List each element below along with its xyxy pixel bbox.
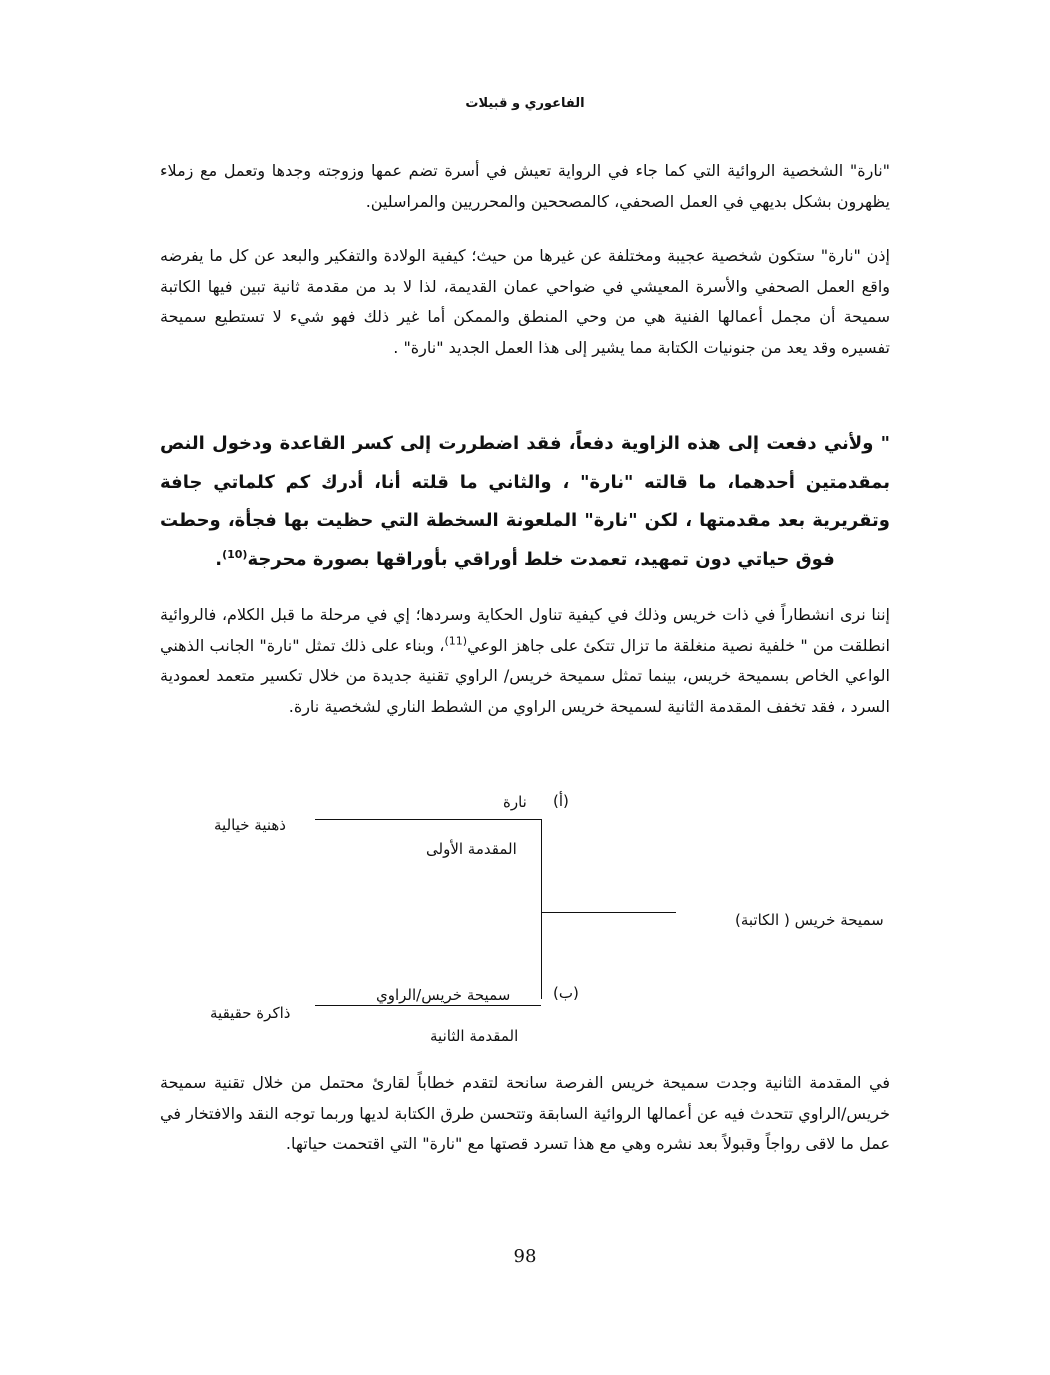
block-quote bbox=[160, 425, 890, 579]
label-first-introduction: المقدمة الأولى bbox=[426, 840, 517, 858]
quote-end: . bbox=[215, 548, 223, 570]
marker-a: (أ) bbox=[553, 792, 569, 810]
label-imaginary-mind: ذهنية خيالية bbox=[214, 816, 286, 834]
paragraph-2: إذن "نارة" ستكون شخصية عجيبة ومختلفة عن غيرها من حيث؛ كيفية الولادة والتفكير والبعد عن كل ما يفرضه واقع العمل الصحفي والأسرة المعيشي في ضواحي عمان القديمة، لذا لا بد من مقدمة ثانية تبين فيها الكاتبة سميحة أن مجمل أعمالها الفنية هي من وحي المنطق والممكن أما غير ذلك فهو شيء لا تستطيع سميحة تفسيره وقد يعد من جنونيات الكتابة مما يشير إلى هذا العمل الجديد "نارة" . bbox=[160, 246, 890, 357]
label-second-introduction: المقدمة الثانية bbox=[430, 1027, 519, 1045]
label-narrator: سميحة خريس/الراوي bbox=[376, 986, 511, 1004]
quote-text: " ولأني دفعت إلى هذه الزاوية دفعاً، فقد اضطررت إلى كسر القاعدة ودخول النص بمقدمتين أحدهما، ما قالته "نارة" ، والثاني ما قلته أنا، أدرك كم كلماتي جافة وتقريرية بعد مقدمتها ، لكن "نارة" الملعونة السخطة التي حظيت بها فجأة، وحطت فوق حياتي دون تمهيد، تعمدت خلط أوراقي بأوراقها بصورة محرجة bbox=[160, 433, 890, 570]
diagram-vertical-connector bbox=[541, 819, 542, 999]
footnote-ref-10: (10) bbox=[222, 547, 248, 561]
diagram-author-connector bbox=[541, 912, 676, 913]
label-author: سميحة خريس ( الكاتبة) bbox=[735, 911, 884, 929]
paragraph-4: في المقدمة الثانية وجدت سميحة خريس الفرصة سانحة لتقدم خطاباً لقارئ محتمل من خلال تقنية سميحة خريس/الراوي تتحدث فيه عن أعمالها الروائية السابقة وتتحسن طرق الكتابة لديها وربما توجه النقد والافتخار في عمل ما لاقى رواجاً وقبولاً بعد نشره وهي مع هذا تسرد قصتها مع "نارة" التي اقتحمت حياتها. bbox=[160, 1073, 890, 1153]
marker-b: (ب) bbox=[553, 984, 579, 1002]
paragraph-3-part-b: ، وبناء على ذلك تمثل "نارة" الجانب الذهني الواعي الخاص بسميحة خريس، بينما تمثل سميحة خريس/ الراوي تقنية جديدة من خلال تكسير متعمد لعمودية السرد ، فقد تخفف المقدمة الثانية لسميحة خريس الراوي من الشطط الناري لشخصية نارة. bbox=[160, 635, 890, 716]
footnote-ref-11: (11) bbox=[444, 634, 468, 648]
paragraph-3-part-a: إننا نرى انشطاراً في ذات خريس وذلك في كيفية تناول الحكاية وسردها؛ إي في مرحلة ما قبل الكلام، فالروائية انطلقت من " خلفية نصية منغلقة ما تزال تتكئ على جاهز الوعي bbox=[160, 605, 890, 655]
page-number: 98 bbox=[513, 1246, 537, 1267]
label-real-memory: ذاكرة حقيقية bbox=[210, 1004, 291, 1022]
paragraph-3 bbox=[160, 600, 890, 722]
label-nara: نارة bbox=[503, 793, 527, 811]
diagram-lower-branch bbox=[315, 1005, 541, 1006]
running-header: الفاعوري و قبيلات bbox=[465, 96, 585, 111]
diagram-upper-branch bbox=[315, 819, 541, 820]
paragraph-1: "نارة" الشخصية الروائية التي كما جاء في الرواية تعيش في أسرة تضم عمها وزوجته وجدها وتعمل مع زملاء يظهرون بشكل بديهي في العمل الصحفي، كالمصححين والمحرريين والمراسلين. bbox=[160, 161, 890, 211]
